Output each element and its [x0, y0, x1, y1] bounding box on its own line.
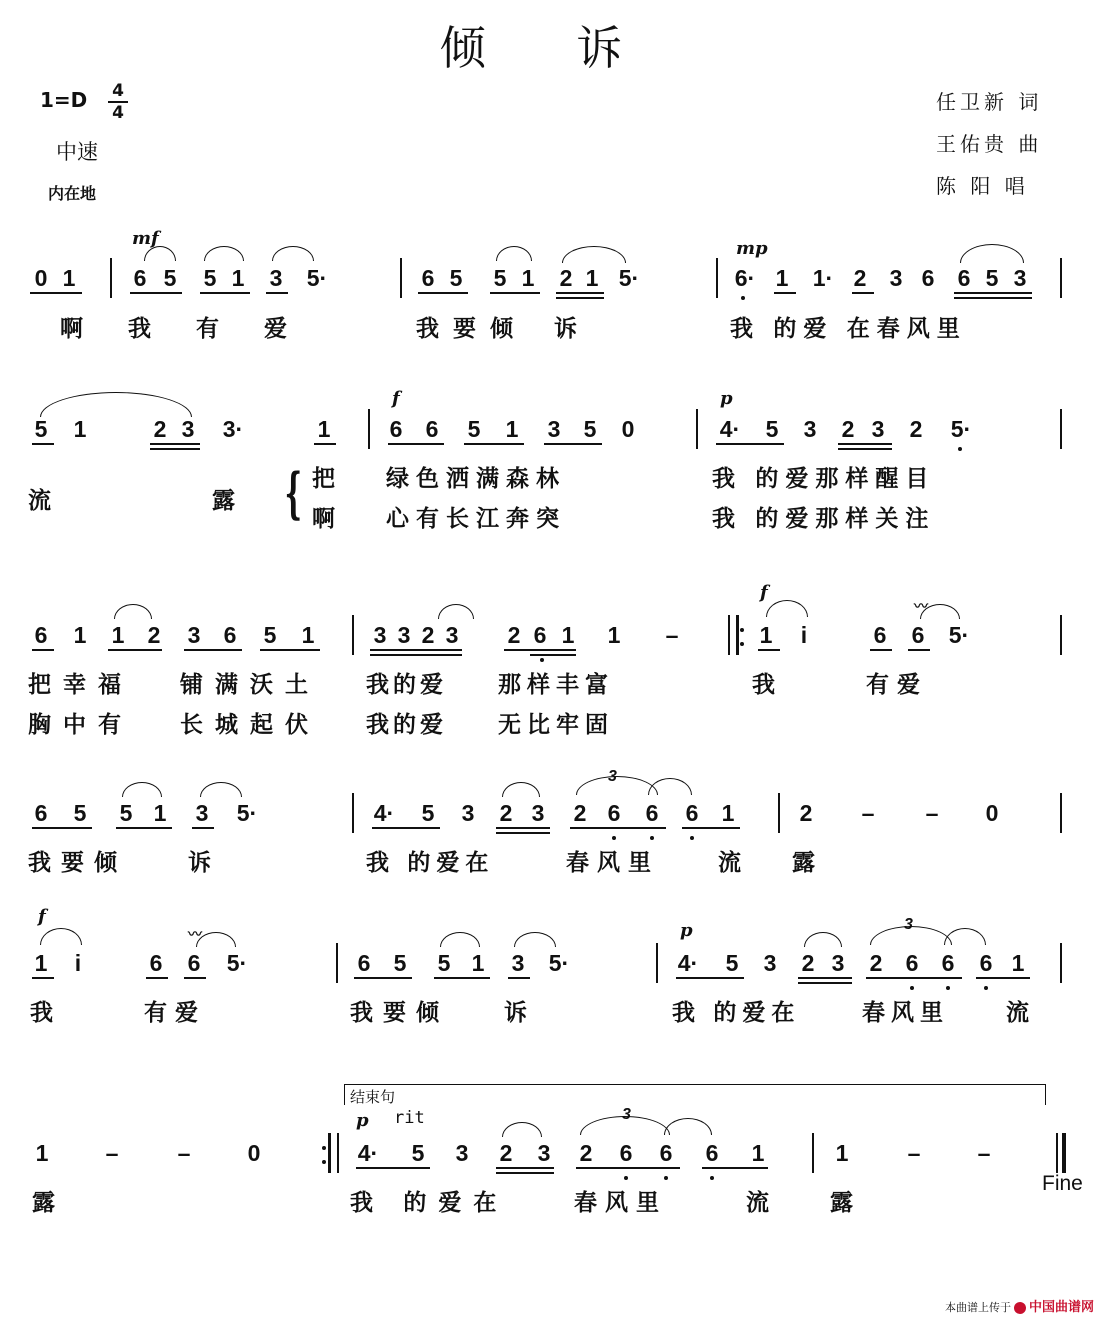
lyric: 我 的爱那样醒目: [712, 465, 936, 491]
lyric: 把: [312, 465, 349, 491]
lyric: 我 的爱 在春风里: [730, 315, 967, 341]
note: 1: [471, 950, 485, 976]
footer-text: 本曲谱上传于: [944, 1301, 1011, 1314]
note: 6: [187, 950, 201, 976]
note: 5: [765, 416, 779, 442]
note: 1: [607, 622, 621, 648]
note: 2: [841, 416, 855, 442]
note: 1: [561, 622, 575, 648]
note: 3: [187, 622, 201, 648]
lyric: 我 的爱在: [672, 999, 801, 1025]
expression-marking: 内在地: [48, 184, 97, 203]
note: 5: [985, 265, 999, 291]
repeat-start-bar: [728, 615, 739, 655]
note: 5: [421, 800, 435, 826]
dynamic-p: p: [680, 920, 693, 941]
lyric: 那样丰富: [498, 671, 614, 697]
note: 5·: [226, 950, 248, 976]
note: 3: [1013, 265, 1027, 291]
note: 4·: [719, 416, 741, 442]
note: 3: [889, 265, 903, 291]
note: i: [800, 622, 808, 648]
note: 5: [163, 265, 177, 291]
note: 1: [34, 950, 48, 976]
note: 6: [659, 1140, 673, 1166]
lyric: 胸中有: [28, 711, 133, 737]
note: 5: [34, 416, 48, 442]
verse-brace: {: [284, 461, 303, 525]
note: 1: [231, 265, 245, 291]
note: 4·: [357, 1140, 379, 1166]
note: 5: [725, 950, 739, 976]
note: 6: [645, 800, 659, 826]
note: 5: [263, 622, 277, 648]
note: 1: [111, 622, 125, 648]
note: 5: [493, 265, 507, 291]
triplet-marker: 3: [622, 1106, 631, 1123]
tempo-marking: 中速: [56, 140, 98, 164]
note: 2: [909, 416, 923, 442]
note: 1·: [812, 265, 834, 291]
note: 2: [147, 622, 161, 648]
triplet-marker: 3: [608, 768, 617, 785]
note: 3: [397, 622, 411, 648]
ending-bracket: [344, 1084, 1046, 1105]
note: 6: [911, 622, 925, 648]
note: 6: [921, 265, 935, 291]
note: 3: [763, 950, 777, 976]
dynamic-mp: mp: [736, 238, 768, 259]
note: 5·: [950, 416, 972, 442]
note: 3: [269, 265, 283, 291]
note: 1: [759, 622, 773, 648]
lyric: 我: [752, 671, 789, 697]
note: 1: [73, 622, 87, 648]
note: 3: [181, 416, 195, 442]
lyric: 我 的爱在: [350, 1189, 509, 1215]
note: 2: [421, 622, 435, 648]
lyric: 我 的爱在: [366, 849, 495, 875]
lyric: 诉: [554, 315, 591, 341]
dynamic-f: f: [38, 906, 46, 927]
lyric: 露: [830, 1189, 867, 1215]
dynamic-f: f: [392, 388, 400, 409]
lyric: 心有长江奔突: [386, 505, 566, 531]
note: 5: [411, 1140, 425, 1166]
site-logo-icon: [1014, 1302, 1026, 1314]
singer-credit: 陈 阳 唱: [936, 174, 1029, 198]
note: 1: [317, 416, 331, 442]
note: 1: [585, 265, 599, 291]
lyric: 铺满沃土: [180, 671, 320, 697]
note: 6: [421, 265, 435, 291]
mordent-icon: 〰: [914, 598, 928, 614]
final-barline: [1056, 1133, 1066, 1173]
note: 4·: [677, 950, 699, 976]
note: 1: [521, 265, 535, 291]
note: 3: [803, 416, 817, 442]
note: 2: [153, 416, 167, 442]
note: 6·: [734, 265, 756, 291]
mordent-icon: 〰: [188, 926, 202, 942]
lyric: 有爱: [866, 671, 928, 697]
site-name-link[interactable]: 中国曲谱网: [1028, 1300, 1094, 1315]
note: 1: [1011, 950, 1025, 976]
note: 2: [579, 1140, 593, 1166]
note: 3: [445, 622, 459, 648]
note: 6: [957, 265, 971, 291]
note: 1: [73, 416, 87, 442]
lyric: 我 的爱那样关注: [712, 505, 936, 531]
lyric: 露: [212, 487, 249, 513]
lyric: 啊: [312, 505, 349, 531]
rit-marking: rit: [394, 1108, 425, 1128]
lyric: 无比牢固: [498, 711, 614, 737]
lyric: 诉: [504, 999, 541, 1025]
note: 5: [203, 265, 217, 291]
note: 1: [153, 800, 167, 826]
note: 5·: [306, 265, 328, 291]
note: 0: [247, 1140, 261, 1166]
lyric: 啊: [60, 315, 97, 341]
note: 6: [223, 622, 237, 648]
lyricist-credit: 任卫新 词: [936, 90, 1043, 114]
note: 3: [547, 416, 561, 442]
repeat-end-bar: [328, 1133, 339, 1173]
note: 3: [373, 622, 387, 648]
lyric: 我的爱: [366, 671, 447, 697]
note: 5: [467, 416, 481, 442]
note: 5·: [948, 622, 970, 648]
lyric: 流: [1006, 999, 1043, 1025]
note: 6: [685, 800, 699, 826]
note: 2: [869, 950, 883, 976]
note: 2: [573, 800, 587, 826]
note: –: [665, 622, 679, 648]
key-signature: 1=D: [40, 88, 88, 112]
lyric: 春风里: [574, 1189, 667, 1215]
lyric: 流: [746, 1189, 783, 1215]
lyric: 长城起伏: [180, 711, 320, 737]
note: 3·: [222, 416, 244, 442]
fine-marking: Fine: [1042, 1172, 1083, 1195]
note: –: [925, 800, 939, 826]
note: –: [177, 1140, 191, 1166]
note: 5: [449, 265, 463, 291]
note: 4·: [373, 800, 395, 826]
note: 3: [195, 800, 209, 826]
lyric: 把幸福: [28, 671, 133, 697]
note: 3: [831, 950, 845, 976]
note: 2: [499, 800, 513, 826]
note: 1: [835, 1140, 849, 1166]
ending-label: 结束句: [350, 1089, 396, 1106]
note: 2: [853, 265, 867, 291]
note: 3: [461, 800, 475, 826]
note: 0: [985, 800, 999, 826]
dynamic-p: p: [720, 388, 733, 409]
note: i: [74, 950, 82, 976]
note: 3: [531, 800, 545, 826]
note: 5: [119, 800, 133, 826]
lyric: 绿色洒满森林: [386, 465, 566, 491]
note: 1: [301, 622, 315, 648]
note: 2: [507, 622, 521, 648]
note: 6: [607, 800, 621, 826]
lyric: 春风里: [566, 849, 659, 875]
lyric: 我的爱: [366, 711, 447, 737]
note: 3: [537, 1140, 551, 1166]
note: 1: [751, 1140, 765, 1166]
note: 6: [149, 950, 163, 976]
note: 6: [34, 800, 48, 826]
lyric: 春风里: [862, 999, 949, 1025]
lyric: 我要倾: [350, 999, 449, 1025]
note: –: [977, 1140, 991, 1166]
note: –: [105, 1140, 119, 1166]
dynamic-p: p: [356, 1110, 369, 1131]
note: 1: [35, 1140, 49, 1166]
note: 6: [873, 622, 887, 648]
composer-credit: 王佑贵 曲: [936, 132, 1043, 156]
note: 1: [721, 800, 735, 826]
note: 5·: [618, 265, 640, 291]
note: 5: [393, 950, 407, 976]
note: 3: [871, 416, 885, 442]
lyric: 我要倾: [28, 849, 127, 875]
note: 6: [979, 950, 993, 976]
note: 5: [437, 950, 451, 976]
note: 6: [619, 1140, 633, 1166]
note: 2: [499, 1140, 513, 1166]
note: 6: [905, 950, 919, 976]
lyric: 我要倾: [416, 315, 527, 341]
note: 5: [73, 800, 87, 826]
note: –: [861, 800, 875, 826]
lyric: 流: [28, 487, 65, 513]
note: 5: [583, 416, 597, 442]
note: 6: [133, 265, 147, 291]
note: 2: [799, 800, 813, 826]
note: 2: [801, 950, 815, 976]
note: 6: [705, 1140, 719, 1166]
lyric: 爱: [264, 315, 301, 341]
lyric: 我: [30, 999, 67, 1025]
footer: [945, 1296, 1094, 1315]
song-title: 倾 诉: [439, 21, 661, 75]
note: 3: [455, 1140, 469, 1166]
time-signature-bottom: 4: [112, 103, 124, 123]
time-signature-top: 4: [112, 81, 124, 101]
note: 0: [621, 416, 635, 442]
lyric: 有爱: [144, 999, 206, 1025]
note: 0: [34, 265, 48, 291]
note: 6: [389, 416, 403, 442]
note: 6: [425, 416, 439, 442]
lyric: 诉: [188, 849, 225, 875]
dynamic-mf: mf: [132, 228, 159, 249]
note: 1: [62, 265, 76, 291]
lyric: 有: [196, 315, 233, 341]
lyric: 流: [718, 849, 755, 875]
note: 6: [357, 950, 371, 976]
note: 3: [511, 950, 525, 976]
note: 1: [775, 265, 789, 291]
note: –: [907, 1140, 921, 1166]
lyric: 露: [792, 849, 829, 875]
note: 6: [941, 950, 955, 976]
note: 5·: [236, 800, 258, 826]
note: 6: [34, 622, 48, 648]
note: 5·: [548, 950, 570, 976]
dynamic-f: f: [760, 582, 768, 603]
lyric: 露: [32, 1189, 69, 1215]
note: 6: [533, 622, 547, 648]
note: 1: [505, 416, 519, 442]
triplet-marker: 3: [904, 916, 913, 933]
lyric: 我: [128, 315, 165, 341]
note: 2: [559, 265, 573, 291]
